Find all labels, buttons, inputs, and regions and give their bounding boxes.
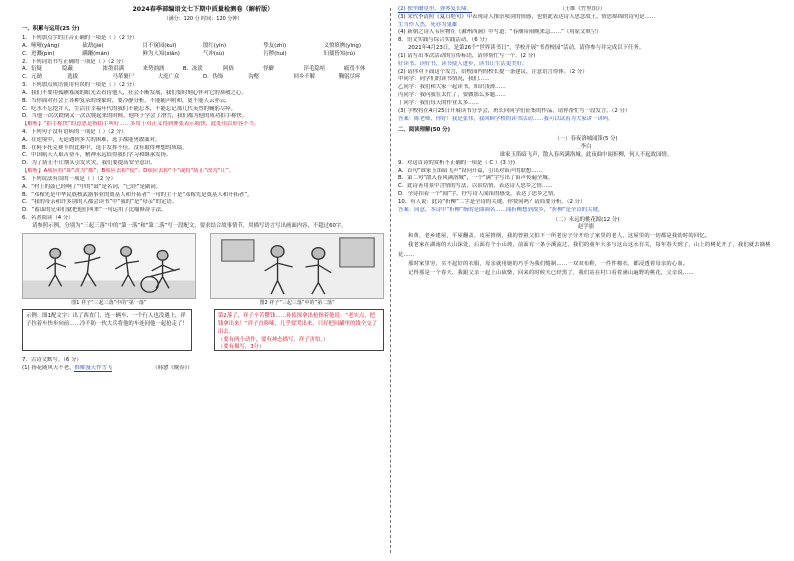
answer-note: （要有两个动作，要有神态描写，祥子害怕。） <box>217 336 329 343</box>
question-10-answer: 答案：同意，本诗中“折柳”指的是曲调名……闻折柳想到故乡，“折柳”是全诗的关键。 <box>398 206 604 213</box>
question-3: 3．下列加点成语使用有误的一项是（ ）（2 分） <box>22 82 138 89</box>
question-7-3: (3) 宋代李清照《夏日绝句》中表现诗人推崇项羽的情感，也借此表达诗人思念故土、情思绵绵的诗句是…… <box>398 13 656 20</box>
reading-paragraph: 我老家在湖南的大山深处，后面有个小山坡，前面有一条小溪流过，我们的童年大多与这山这水有关，每年春天到了，山上的桃花开了，我们就去摘桃花…… <box>398 242 771 258</box>
option: 淬毛隐喧 <box>303 66 326 73</box>
option: C．“我的母亲和许多别的人都会读书”中“我的”是“母亲”的定语。 <box>22 199 178 206</box>
option: B．“邓稼先是中华民族核武器事业的奠基人和开拓者”一句的主干是“邓稼先是奠基人和开拓者”。 <box>22 191 253 198</box>
dialogue-line: 甲同学：同学们的读书情况，我们…… <box>398 76 490 83</box>
page-subtitle: （满分：120 分 时间：120 分钟） <box>163 15 243 22</box>
option: 痛骂不休 <box>343 66 366 73</box>
reading-1-author: 李白 <box>580 144 592 151</box>
question-2: 2．下列词语书写正确的一项是（ ）（2 分） <box>22 58 127 65</box>
reading-2-title: （二）永远的桃花源(12 分) <box>552 216 620 223</box>
option: B．第二句“散入春风满洛城”，一个“满”字写出了笛声传遍全城。 <box>398 175 554 182</box>
answer-analysis: 【解析】A项应将“却”改为“都”；B项应去掉“使”；D项应去掉“不”或将“防止”改为“让”。 <box>22 168 235 175</box>
question-8-2: (2) 请你对下面这个发言，给校园内的校长提一条建议，注意语言得体。（2 分） <box>398 68 588 75</box>
option: 蹒跚(mán) <box>82 50 110 57</box>
poem-line: (1) 扬花随风天不老， <box>22 364 75 371</box>
reading-paragraph: 和黄，老乡建屋，平屋翻盖，皮屋推倒，我的曾祖父拍下一所老房子分开给了家里的老人，这屋里的一切都是我幼时的回忆。 <box>408 233 711 240</box>
option: A．首句“谁家玉笛暗飞声”设问开篇，引出对笛声的联想…… <box>398 167 543 174</box>
option: D．伪饰 <box>203 74 224 81</box>
option: D．为了防止不让烟头引发火灾，我们要提高安全意识。 <box>22 160 156 167</box>
question-4: 4．下列句子没有语病的一项是（ ）（2 分） <box>22 129 127 135</box>
question-2-options <box>22 74 384 82</box>
question-8: 8．语文实践与综合实践活动。（6 分） <box>398 37 491 44</box>
option: 挚友(zhì) <box>263 42 287 49</box>
figure-1-illustration <box>22 233 196 299</box>
reading-1-poem: 谁家玉笛暗飞声，散入春风满洛城。此夜曲中闻折柳，何人不起故园情。 <box>499 151 673 158</box>
option: 污秽(huì) <box>263 50 287 57</box>
answer-note: （要有描写，3分） <box>217 344 265 351</box>
option: C．元勋 <box>22 74 42 81</box>
dialogue-line: 丁同学：我们每天的作业太多…… <box>398 99 479 106</box>
option: B．冻淡 <box>182 66 203 73</box>
question-7-1 <box>22 365 384 373</box>
option: C．此诗善用景中含情的写法，以景结情，表达诗人思乡之情…… <box>398 183 553 190</box>
option: C．吃水不忘挖井人，生活在幸福年代的我们不能忘本，不能忘记那几代英烈的鞠躬尽瘁。 <box>22 105 236 112</box>
poem-answer: (2) 独坐幽篁里，弹琴复长啸。 <box>398 6 473 12</box>
right-column <box>398 6 774 279</box>
dialogue-line: 乙同学：我们和大家一起读书，知识浅薄…… <box>398 84 506 91</box>
dialogue-line: 丙同学：我问我在太忙了，要做那么多题…… <box>398 92 506 99</box>
question-5: 5．下列说法有误的一项是（ ）（2 分） <box>22 175 116 182</box>
question-1-options <box>22 51 384 59</box>
option: 阿俗 <box>223 66 234 73</box>
reading-1-title: （一）春夜洛城闻笛(5 分) <box>554 136 618 143</box>
option: A．我们不要用孤陋寡闻的眼光去看待他人，社会不断发展，我们要时刻心怀对它的恭敬之心。 <box>22 89 247 96</box>
poem-source: （王维《竹里馆》） <box>562 6 606 12</box>
question-9: 9．对这首诗的赏析不正确的一项是（ C ）(3 分) <box>398 159 516 166</box>
option: 回乡不解 <box>293 74 316 81</box>
option: 怪僻 <box>263 66 275 73</box>
option: B．在阿卡托克赛卡的比赛中，选手发挥不佳，没有取得理想的成绩。 <box>22 144 188 151</box>
option: 目不窥园(kuī) <box>142 42 177 49</box>
page-title: 2024春季部编语文七下期中质量检测卷（解析版） <box>132 6 274 13</box>
option: 来势汹汹 <box>142 66 165 73</box>
option: D．当他一次次跌倒又一次次爬起来的时候，他终于学会了滑雪，我们都为他的成功拍手称快。 <box>22 113 248 120</box>
option: 马革裹尸 <box>112 74 135 81</box>
option: B．当你面对社会上各种复杂的现象时，要冷静分析，不能随声附和，更不能人云亦云。 <box>22 97 231 104</box>
option: 鞠躬尽瘁 <box>338 74 361 81</box>
figure-1 <box>22 233 196 307</box>
figure-2-illustration <box>210 233 384 299</box>
option: 隐蔽 <box>62 66 74 73</box>
question-7-2 <box>398 6 774 14</box>
answer-text: 第2落了，祥子辛苦攒钱……孙侦探拿出枪指着他说：“老实点，把钱拿出来！”祥子直哆嗦，几乎要哭出来，只好把闷罐里的钱全交了出去。 <box>217 313 377 335</box>
answer-analysis: 【解析】“拍手称快”的意思是指拍手叫好……多用于对正义得到伸张表示痛快，此处用以形容不当。 <box>22 121 260 128</box>
reading-paragraph: 那时家里穷，买不起好的衣服，母亲就用她的巧手为我们缝制……一双双布鞋，一件件棉衣，都浸透着母亲的心血。 <box>408 260 689 267</box>
left-column <box>22 6 384 373</box>
poem-answer: 惟解漫天作雪飞 <box>74 364 113 371</box>
figure-2-caption: 图2 祥子“三起三落”中的“第二落” <box>259 299 335 306</box>
option: C．迸溅(pìn) <box>22 50 55 57</box>
example-text: 示例：图1配文字：出了西直门，连一辆车、一个行人也没遇上，祥子拉着车快步向前……冷不防一伙大兵将他的车连同他一起抢走了！ <box>26 313 188 327</box>
option: D．全诗扣着一个“闻”字，抒写诗人闻笛的感受，表达了思乡之情。 <box>398 191 559 198</box>
option: 选拔 <box>67 74 79 81</box>
option: 气冲(sù) <box>202 50 225 57</box>
poem-source: （韩愈《晚春》） <box>152 364 193 371</box>
option: C．中国航天人艰苦奋斗，精神永远值得我们学习和继承发扬。 <box>22 152 172 159</box>
question-6-text: 请参照示例，分别为“三起三落”中的“第一落”和“第二落”写一段配文，要求结合故事情节，用描写语言写出画面内容，不超过60字。 <box>32 222 347 229</box>
illustrations <box>22 233 384 307</box>
option: A．在逆境中，无论遇到多大的困难，选手都能勇敢面对。 <box>22 136 161 143</box>
question-7: 7．古诗文默写。（6 分） <box>22 357 82 364</box>
section-heading: 二、阅读理解(50 分) <box>398 127 451 134</box>
column-divider <box>390 8 391 553</box>
option: 妇孺皆知(rú) <box>323 50 356 57</box>
question-1: 1．下列加点字的注音正确的一项是（ ）（2 分） <box>22 35 138 42</box>
question-8-1-answer: 好读书，读好书，读书使人进步，读书让生活更美好。 <box>398 60 528 67</box>
option: A．衍疑 <box>22 66 42 73</box>
reading-2-author: 赵学旗 <box>577 224 595 231</box>
question-8-text: 2021年4月23日，是第26个“世界读书日”，学校开展“书香校园”活动，请你参与并完成以下任务。 <box>408 45 645 52</box>
option: A．“村上的鼓已经响了”中的“鼓”是名词，“已经”是副词。 <box>22 183 162 190</box>
question-1-options <box>22 43 384 51</box>
option: 义愤填膺(yīng) <box>323 42 361 49</box>
option: D．“蓄谋的兄弟们就把他们叫来”一句运用了比喻修辞手法。 <box>22 207 167 214</box>
option: 殷红(yīn) <box>202 42 227 49</box>
option: A．哑哑(yǎng) <box>22 42 60 49</box>
question-7-4: (4) 新朝之诗人韦应物在《滁州西涧》中写道：“春潮带雨晚来急……”（用原文填空） <box>398 29 602 36</box>
question-8-3: (3) 学校将在4月25日开展读书分享会，班长向同学们征集的作品，请你帮忙写一段发言。（2 分） <box>398 107 631 114</box>
option: 大庭广众 <box>157 74 180 81</box>
question-8-1: (1) 请写出本次活动的宣传标语，请你帮忙写一个。(2 分) <box>398 52 536 59</box>
question-10: 10．有人说：此诗“折柳”二字是全诗的关键。你赞同吗？请简要分析。（2 分） <box>398 198 586 205</box>
figure-1-caption: 图1 祥子“三起三落”中的“第一落” <box>71 299 147 306</box>
reading-paragraph: 记得那是一个春天，我跟父亲一起上山砍柴，回来的时候天已经黑了，我们站在村口看着满山遍野的桃花，父亲说…… <box>408 270 694 277</box>
answer-box <box>214 309 384 351</box>
option: 砍劫(jié) <box>82 42 104 49</box>
option: 浓墨泪满 <box>102 66 125 73</box>
caption-boxes <box>22 309 384 351</box>
question-6: 6．名著阅读（4 分） <box>22 215 74 222</box>
example-box <box>22 309 192 351</box>
question-7-3-answer: 生当作人杰，死亦为鬼雄 <box>398 21 458 28</box>
question-8-3-answer: 答案：陈老师，你好！我是张伟，我回顾学校的读书活动……我可以试着为大家讲一讲吗。 <box>398 115 614 122</box>
option: 鲜为人知(xiǎn) <box>142 50 180 57</box>
section-heading: 一、积累与运用(25 分) <box>22 26 80 33</box>
figure-2 <box>210 233 384 307</box>
option: 沟壑 <box>248 74 260 81</box>
